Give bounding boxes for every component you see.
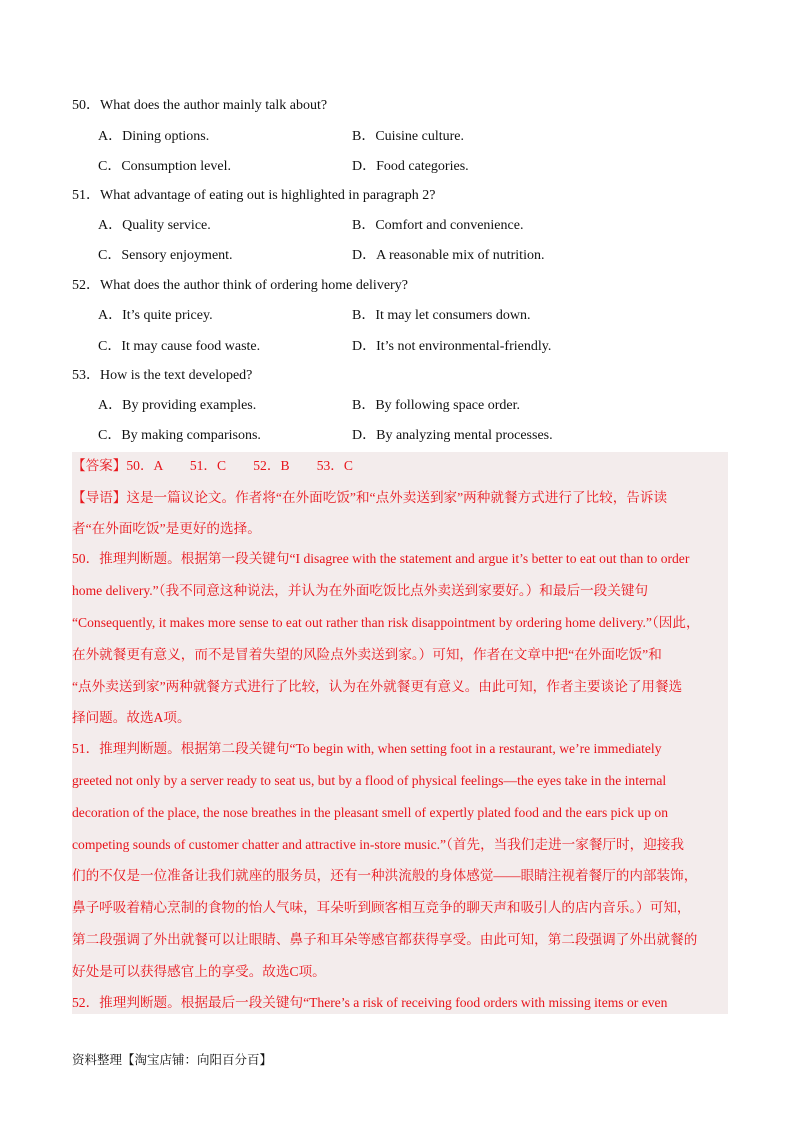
explanation-line: 第二段强调了外出就餐可以让眼睛、鼻子和耳朵等感官都获得享受。由此可知，第二段强调了外出就餐的 — [72, 932, 698, 947]
explanation-line: 【导语】这是一篇议论文。作者将“在外面吃饭”和“点外卖送到家”两种就餐方式进行了比较，告诉读 — [72, 490, 668, 505]
explanation-line: “Consequently, it makes more sense to eat out rather than risk disappointment by ordering home delivery.”（因此， — [72, 615, 700, 630]
explanation-line: 52．推理判断题。根据最后一段关键句“There’s a risk of receiving food orders with missing items or even — [72, 995, 668, 1010]
question-51-stem: 51．What advantage of eating out is highlighted in paragraph 2? — [72, 188, 436, 203]
explanation-line: 50．推理判断题。根据第一段关键句“I disagree with the statement and argue it’s better to eat out than to order — [72, 551, 690, 566]
question-53-option-c: C．By making comparisons. — [98, 428, 261, 443]
explanation-line: decoration of the place, the nose breathes in the pleasant smell of expertly plated food and the ears pick up on — [72, 805, 669, 820]
explanation-line: greeted not only by a server ready to seat us, but by a flood of physical feelings—the eyes take in the internal — [72, 773, 667, 788]
explanation-line: 者“在外面吃饭”是更好的选择。 — [72, 521, 261, 536]
explanation-line: 在外就餐更有意义，而不是冒着失望的风险点外卖送到家。）可知，作者在文章中把“在外面吃饭”和 — [72, 647, 662, 662]
question-52-stem: 52．What does the author think of ordering home delivery? — [72, 278, 408, 293]
question-53-stem: 53．How is the text developed? — [72, 368, 253, 383]
question-50-option-b: B．Cuisine culture. — [352, 129, 464, 144]
explanation-line: 们的不仅是一位准备让我们就座的服务员，还有一种洪流般的身体感觉——眼睛注视着餐厅的内部装饰， — [72, 868, 698, 883]
explanation-line: competing sounds of customer chatter and attractive in-store music.”（首先，当我们走进一家餐厅时，迎接我 — [72, 837, 684, 852]
explanation-line: 择问题。故选A项。 — [72, 710, 191, 725]
question-53-option-b: B．By following space order. — [352, 398, 520, 413]
question-52-option-d: D．It’s not environmental-friendly. — [352, 339, 552, 354]
question-51-option-a: A．Quality service. — [98, 218, 211, 233]
page-footer: 资料整理【淘宝店铺：向阳百分百】 — [72, 1052, 273, 1067]
question-53-option-a: A．By providing examples. — [98, 398, 257, 413]
question-52-option-c: C．It may cause food waste. — [98, 339, 261, 354]
explanation-line: 好处是可以获得感官上的享受。故选C项。 — [72, 964, 326, 979]
explanation-line: 51．推理判断题。根据第二段关键句“To begin with, when setting foot in a restaurant, we’re immediately — [72, 741, 662, 756]
question-50-option-a: A．Dining options. — [98, 129, 210, 144]
question-52-option-b: B．It may let consumers down. — [352, 308, 531, 323]
question-52-option-a: A．It’s quite pricey. — [98, 308, 213, 323]
question-50-option-d: D．Food categories. — [352, 159, 469, 174]
question-50-stem: 50．What does the author mainly talk about? — [72, 98, 328, 113]
explanation-line: home delivery.”（我不同意这种说法，并认为在外面吃饭比点外卖送到家要好。）和最后一段关键句 — [72, 583, 649, 598]
question-51-option-b: B．Comfort and convenience. — [352, 218, 524, 233]
explanation-line: “点外卖送到家”两种就餐方式进行了比较，认为在外就餐更有意义。由此可知，作者主要谈论了用餐选 — [72, 679, 683, 694]
question-53-option-d: D．By analyzing mental processes. — [352, 428, 553, 443]
question-50-option-c: C．Consumption level. — [98, 159, 231, 174]
answer-key-line: 【答案】50．A 51．C 52．B 53．C — [72, 458, 353, 473]
question-51-option-d: D．A reasonable mix of nutrition. — [352, 248, 545, 263]
question-51-option-c: C．Sensory enjoyment. — [98, 248, 233, 263]
explanation-line: 鼻子呼吸着精心烹制的食物的怡人气味，耳朵听到顾客相互竞争的聊天声和吸引人的店内音乐。）可知， — [72, 900, 691, 915]
